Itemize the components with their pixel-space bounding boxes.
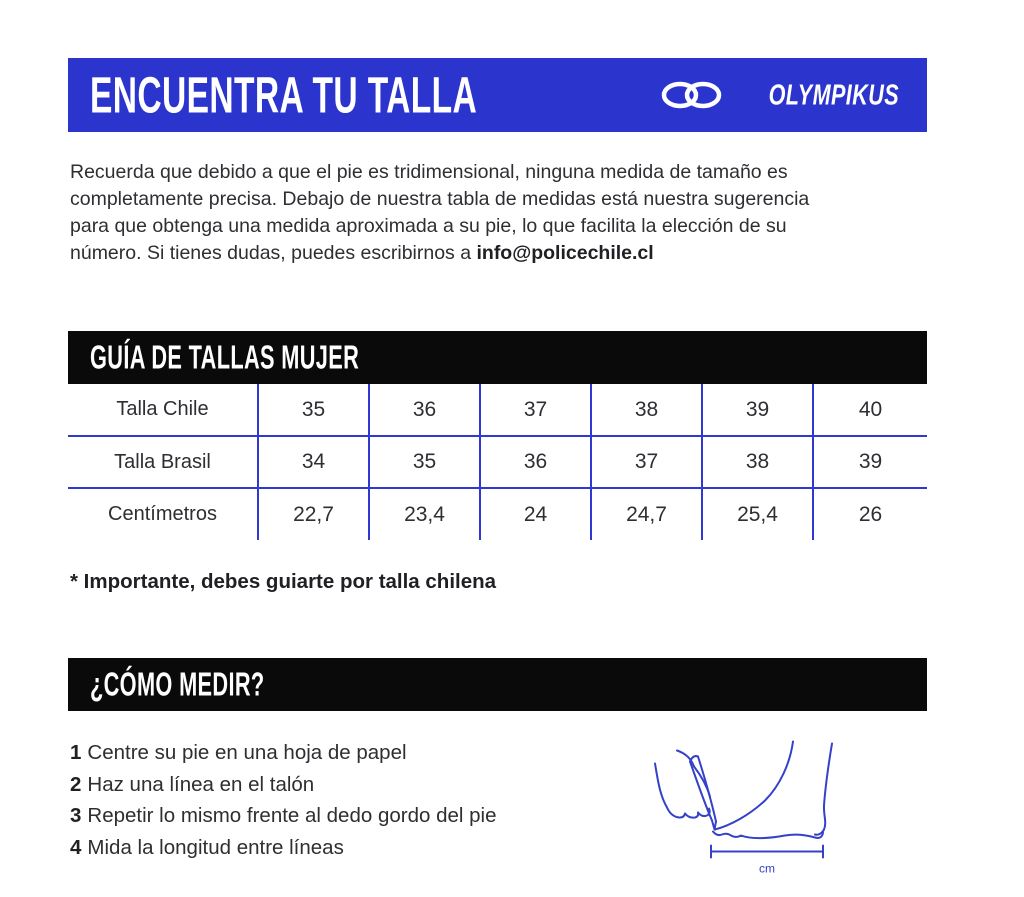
measure-steps (68, 735, 627, 863)
header-bar (68, 58, 927, 132)
size-cell: 38 (702, 436, 813, 488)
how-to-measure-title-bar (68, 658, 927, 711)
size-cell: 37 (480, 384, 591, 436)
cm-label: cm (759, 861, 775, 876)
size-cell: 24 (480, 488, 591, 540)
size-cell: 39 (813, 436, 927, 488)
step-text: Repetir lo mismo frente al dedo gordo del pie (87, 804, 497, 827)
size-cell: 38 (591, 384, 702, 436)
step-item (70, 800, 627, 832)
intro-line: para que obtenga una medida aproximada a su pie, lo que facilita la elección de su (70, 215, 787, 237)
size-cell: 34 (258, 436, 369, 488)
step-item (70, 737, 627, 769)
how-to-measure-title: ¿CÓMO MEDIR? (90, 665, 265, 703)
step-number: 3 (70, 804, 82, 827)
step-number: 4 (70, 835, 82, 859)
section-size-guide (68, 331, 927, 594)
olympikus-logo (660, 77, 899, 113)
size-cell: 26 (813, 488, 927, 540)
size-cell: 40 (813, 384, 927, 436)
brand-name: OLYMPIKUS (768, 78, 899, 111)
table-row-talla-chile (68, 384, 927, 436)
step-text: Haz una línea en el talón (87, 772, 315, 796)
olympikus-rings-icon (660, 77, 726, 113)
intro-line: Recuerda que debido a que el pie es tridimensional, ninguna medida de tamaño es (70, 161, 788, 183)
size-guide-title: GUÍA DE TALLAS MUJER (90, 338, 360, 376)
row-label: Centímetros (68, 488, 258, 540)
size-cell: 35 (369, 436, 480, 488)
intro-line (70, 240, 927, 267)
size-cell: 36 (369, 384, 480, 436)
page-title: ENCUENTRA TU TALLA (90, 66, 478, 124)
table-row-centimetros (68, 488, 927, 540)
foot-measuring-illustration (627, 735, 927, 893)
intro-line: completamente precisa. Debajo de nuestra tabla de medidas está nuestra sugerencia (70, 188, 810, 210)
intro-paragraph (70, 159, 927, 267)
step-text: Mida la longitud entre líneas (87, 835, 344, 859)
step-number: 1 (70, 741, 82, 764)
size-cell: 23,4 (369, 488, 480, 540)
row-label: Talla Brasil (68, 436, 258, 488)
measure-content (68, 735, 927, 893)
size-cell: 22,7 (258, 488, 369, 540)
size-cell: 24,7 (591, 488, 702, 540)
section-how-to-measure (68, 658, 927, 893)
step-item (70, 769, 627, 801)
contact-email: info@policechile.cl (476, 242, 654, 264)
step-number: 2 (70, 772, 82, 796)
step-text: Centre su pie en una hoja de papel (87, 741, 407, 764)
size-cell: 25,4 (702, 488, 813, 540)
size-cell: 35 (258, 384, 369, 436)
intro-line-prefix: número. Si tienes dudas, puedes escribirnos a (70, 242, 477, 264)
size-guide-title-bar (68, 331, 927, 384)
size-table (68, 384, 927, 540)
step-item (70, 832, 627, 864)
row-label: Talla Chile (116, 398, 209, 420)
important-note: * Importante, debes guiarte por talla chilena (70, 570, 497, 593)
size-cell: 36 (480, 436, 591, 488)
table-row-talla-brasil (68, 436, 927, 488)
size-cell: 39 (702, 384, 813, 436)
size-cell: 37 (591, 436, 702, 488)
